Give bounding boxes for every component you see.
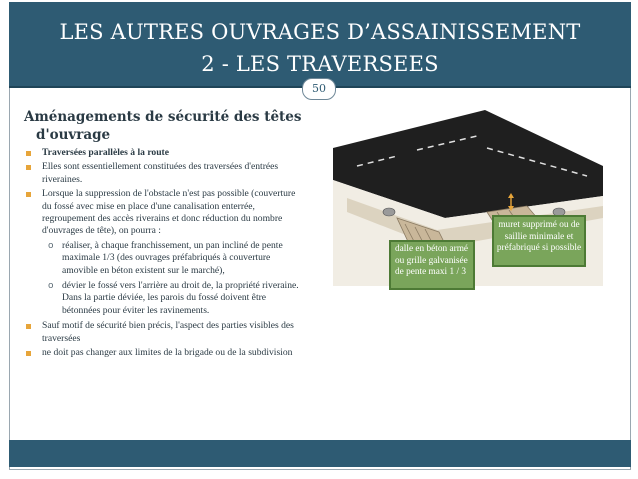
sub-bullet-text: réaliser, à chaque franchissement, un pan incliné de pente maximale 1/3 (des ouvrages préfabriqués à couverture amovible en béton existent sur le marché),	[62, 239, 283, 276]
bullet-marker	[26, 192, 31, 197]
bullet-text: Traversées parallèles à la route	[42, 147, 169, 158]
callout-wall: muret supprimé ou de saillie minimale et préfabriqué si possible	[492, 215, 586, 267]
bullet-marker	[26, 351, 31, 356]
sub-bullet-text: dévier le fossé vers l'arrière au droit de, la propriété riveraine. Dans la partie déviée, les parois du fossé doivent être bétonnées pour éviter les ravinements.	[62, 280, 299, 316]
bullet-item	[24, 188, 304, 317]
bullet-item	[24, 320, 304, 345]
callout-slab: dalle en béton armé ou grille galvanisée de pente maxi 1 / 3	[389, 240, 475, 290]
sub-bullet-list	[42, 240, 304, 317]
bullet-marker	[26, 151, 31, 156]
bullet-list	[24, 147, 304, 360]
sub-bullet-marker: o	[48, 281, 54, 292]
bullet-item	[24, 347, 304, 359]
section-heading: Aménagements de sécurité des têtes d'ouvrage	[24, 109, 302, 143]
bullet-item	[24, 147, 304, 159]
sub-bullet-item	[42, 280, 304, 317]
bullet-marker	[26, 324, 31, 329]
bullet-text: ne doit pas changer aux limites de la brigade ou de la subdivision	[42, 347, 293, 359]
bullet-text: Sauf motif de sécurité bien précis, l'aspect des parties visibles des traversées	[42, 320, 294, 344]
title-line-2: 2 - LES TRAVERSEES	[201, 52, 439, 76]
title-bar	[9, 2, 631, 88]
title-line-1: LES AUTRES OUVRAGES D’ASSAINISSEMENT	[59, 20, 581, 44]
bullet-item	[24, 161, 304, 186]
footer-bar	[9, 440, 631, 467]
sub-bullet-marker: o	[48, 240, 54, 251]
culvert-pipe	[383, 208, 395, 216]
bullet-marker	[26, 165, 31, 170]
bullet-text: Elles sont essentiellement constituées des traversées d'entrées riveraines.	[42, 161, 279, 185]
bullet-text: Lorsque la suppression de l'obstacle n'est pas possible (couverture du fossé avec mise en place d'une canalisation enterrée, regroupement des accès riverains et donc réduction du nombre d'ouvrages de tête), on pourra :	[42, 188, 296, 237]
sub-bullet-item	[42, 240, 304, 277]
page-number-badge: 50	[302, 78, 336, 100]
slide-content	[24, 108, 304, 362]
